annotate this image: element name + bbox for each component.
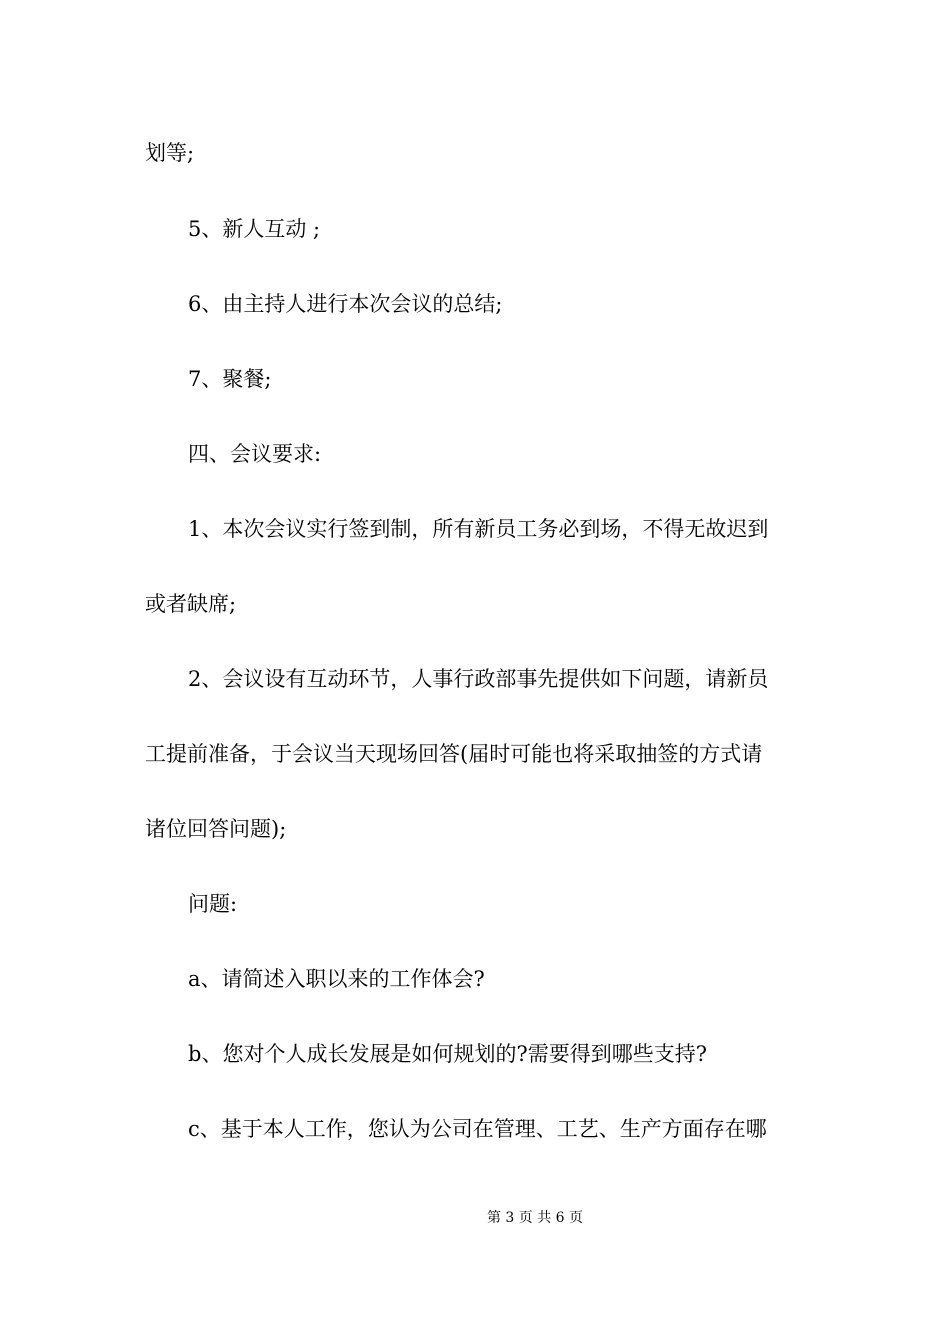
text-line: 工提前准备，于会议当天现场回答(届时可能也将采取抽签的方式请	[145, 742, 763, 766]
text-line: 7、聚餐;	[188, 367, 272, 391]
text-line: 5、新人互动 ;	[188, 217, 321, 241]
text-line: 划等;	[145, 141, 195, 165]
text-line: 1、本次会议实行签到制，所有新员工务必到场，不得无故迟到	[188, 517, 769, 541]
text-line: 或者缺席;	[145, 592, 237, 616]
text-line: 2、会议设有互动环节，人事行政部事先提供如下问题，请新员	[188, 667, 769, 691]
text-line: 问题:	[188, 892, 238, 916]
page-footer: 第 3 页 共 6 页	[486, 1210, 584, 1226]
text-line: 诸位回答问题);	[145, 817, 287, 841]
list-item: a、请简述入职以来的工作体会?	[188, 967, 485, 991]
text-line: 6、由主持人进行本次会议的总结;	[188, 292, 503, 316]
list-item: b、您对个人成长发展是如何规划的?需要得到哪些支持?	[188, 1042, 707, 1066]
list-item: c、基于本人工作，您认为公司在管理、工艺、生产方面存在哪	[188, 1117, 767, 1141]
section-heading: 四、会议要求:	[188, 442, 322, 466]
